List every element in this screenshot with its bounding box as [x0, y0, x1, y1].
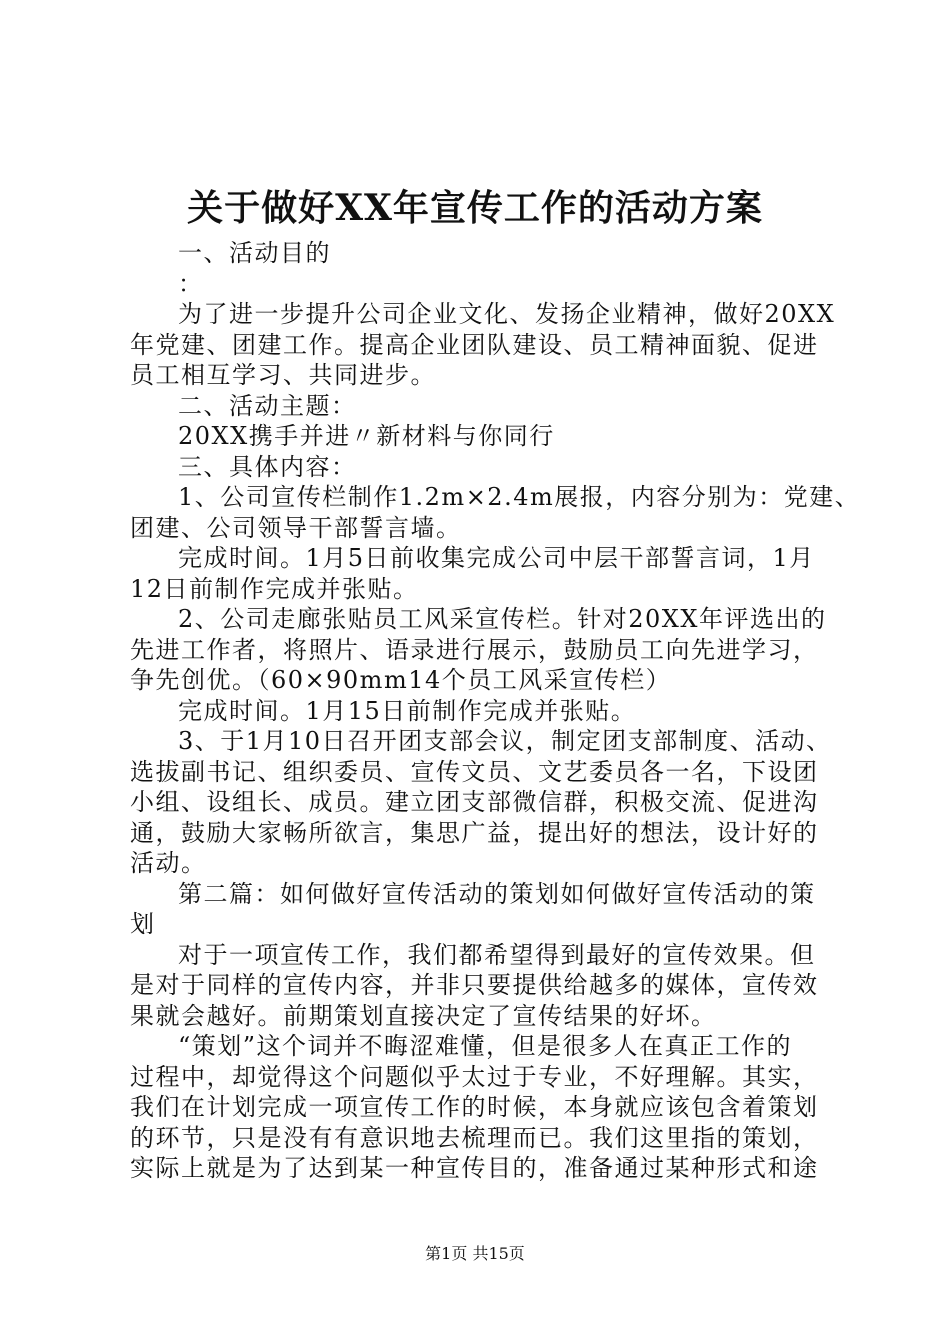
body-line: 划 — [130, 910, 156, 938]
body-line: 3、于1月10日召开团支部会议，制定团支部制度、活动、 — [178, 727, 832, 755]
body-line: 完成时间。1月5日前收集完成公司中层干部誓言词，1月 — [178, 544, 815, 572]
document-title: 关于做好XX年宣传工作的活动方案 — [187, 187, 763, 229]
body-line: 先进工作者，将照片、语录进行展示，鼓励员工向先进学习， — [130, 635, 819, 664]
body-line: 的环节，只是没有有意识地去梳理而已。我们这里指的策划， — [130, 1123, 819, 1152]
body-line: 争先创优。（60×90mm14个员工风采宣传栏） — [130, 666, 672, 694]
body-line: 果就会越好。前期策划直接决定了宣传结果的好坏。 — [130, 1001, 717, 1030]
body-line: 年党建、团建工作。提高企业团队建设、员工精神面貌、促进 — [130, 330, 819, 359]
body-line: 二、活动主题： — [178, 391, 357, 420]
body-line: 选拔副书记、组织委员、宣传文员、文艺委员各一名，下设团 — [130, 757, 819, 786]
body-line: 员工相互学习、共同进步。 — [130, 361, 436, 389]
body-line: 1、公司宣传栏制作1.2m×2.4m展报，内容分别为：党建、 — [178, 483, 861, 511]
page-number: 第1页 共15页 — [425, 1244, 525, 1263]
body-line: “策划”这个词并不晦涩难懂，但是很多人在真正工作的 — [178, 1032, 793, 1060]
body-line: 为了进一步提升公司企业文化、发扬企业精神，做好20XX — [178, 300, 836, 328]
body-line: 第二篇：如何做好宣传活动的策划如何做好宣传活动的策 — [178, 879, 816, 908]
body-line: 通，鼓励大家畅所欲言，集思广益，提出好的想法，设计好的 — [130, 818, 819, 847]
body-line: 20XX携手并进〃新材料与你同行 — [178, 422, 555, 450]
body-line: 完成时间。1月15日前制作完成并张贴。 — [178, 696, 637, 725]
document-body — [130, 238, 861, 1184]
body-line: 实际上就是为了达到某一种宣传目的，准备通过某种形式和途 — [130, 1154, 819, 1182]
body-line: 对于一项宣传工作，我们都希望得到最好的宣传效果。但 — [178, 940, 816, 969]
body-line: 2、公司走廊张贴员工风采宣传栏。针对20XX年评选出的 — [178, 605, 827, 633]
body-line: ： — [178, 269, 204, 298]
body-line: 三、具体内容： — [178, 452, 357, 481]
body-line: 小组、设组长、成员。建立团支部微信群，积极交流、促进沟 — [130, 788, 819, 816]
body-line: 活动。 — [130, 849, 207, 877]
body-line: 过程中，却觉得这个问题似乎太过于专业，不好理解。其实， — [130, 1062, 819, 1091]
body-line: 团建、公司领导干部誓言墙。 — [130, 513, 462, 542]
body-line: 一、活动目的 — [178, 239, 331, 267]
body-line: 12日前制作完成并张贴。 — [130, 574, 419, 603]
body-line: 我们在计划完成一项宣传工作的时候，本身就应该包含着策划 — [130, 1093, 819, 1121]
body-line: 是对于同样的宣传内容，并非只要提供给越多的媒体，宣传效 — [130, 971, 819, 999]
